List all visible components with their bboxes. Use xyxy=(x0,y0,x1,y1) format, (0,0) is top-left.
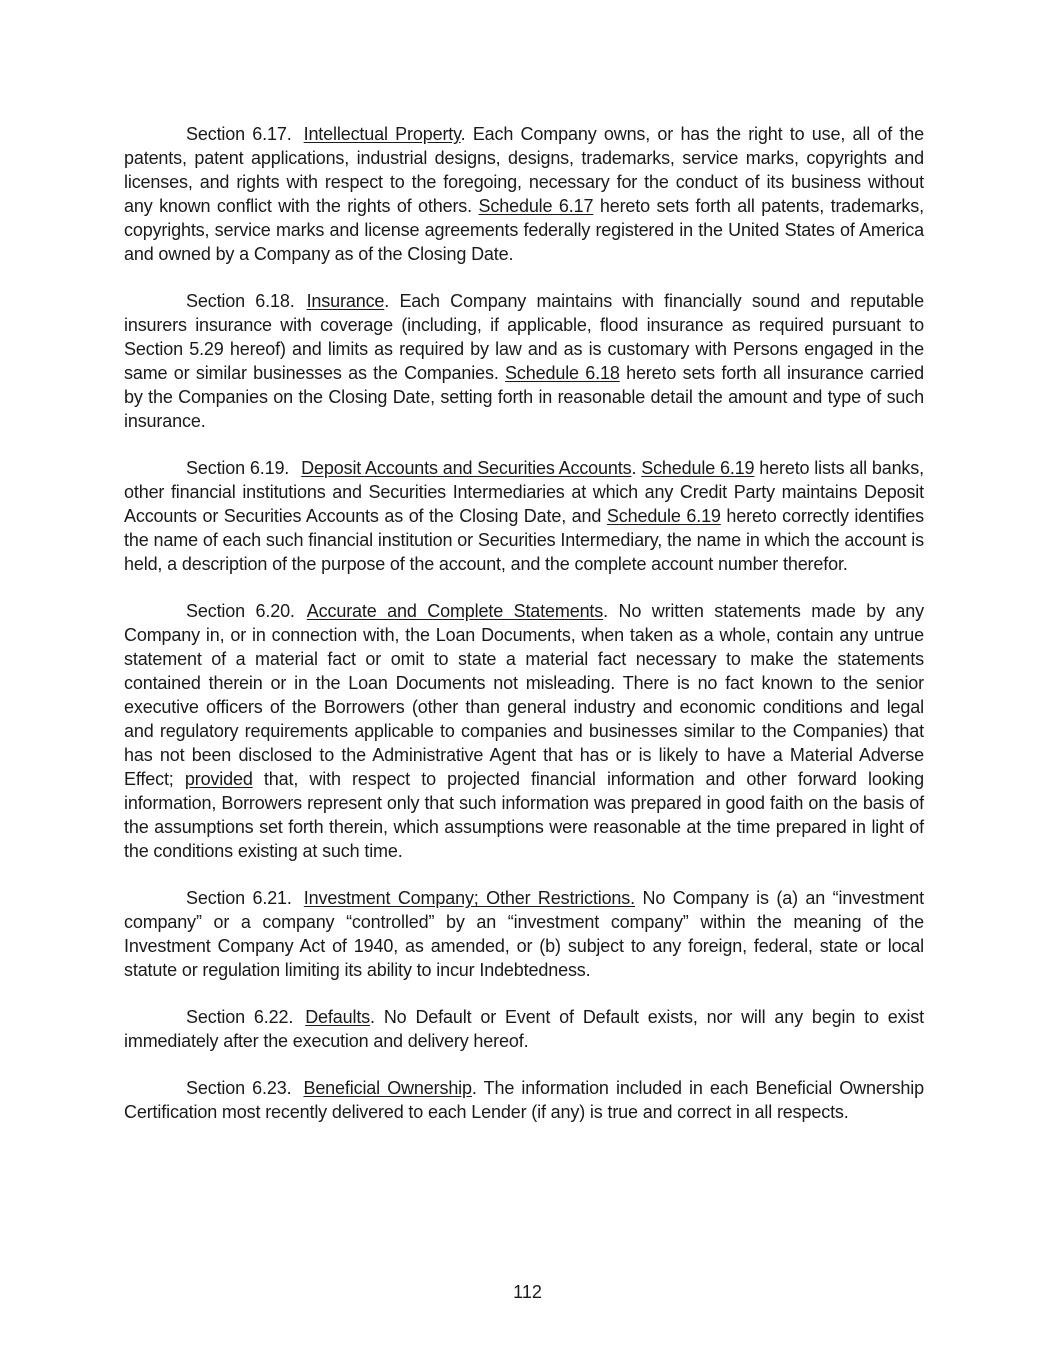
section-6-19 xyxy=(124,456,924,576)
section-text: hereto sets forth all insurance carried by the Companies on the Closing Date, setting forth in reasonable detail the amount and type of such insurance. xyxy=(124,363,924,431)
section-6-22 xyxy=(124,1005,924,1053)
section-title: Defaults xyxy=(305,1007,371,1027)
schedule-reference: Schedule 6.19 xyxy=(641,458,755,478)
schedule-reference: Schedule 6.17 xyxy=(478,196,594,216)
title-punctuation: . xyxy=(370,1007,375,1027)
section-number: Section 6.20. xyxy=(186,601,295,621)
section-title: Investment Company; Other Restrictions. xyxy=(303,888,635,908)
section-number: Section 6.22. xyxy=(186,1007,294,1027)
section-number: Section 6.17. xyxy=(186,124,292,144)
title-punctuation: . xyxy=(631,458,637,478)
title-punctuation: . xyxy=(384,291,390,311)
page-number: 112 xyxy=(513,1282,542,1302)
title-punctuation: . xyxy=(460,124,466,144)
schedule-reference: Schedule 6.19 xyxy=(606,506,721,526)
section-6-18 xyxy=(124,289,924,433)
section-number: Section 6.23. xyxy=(186,1078,292,1098)
section-text: No Company is (a) an “investment company” or a company “controlled” by an “investment company” within the meaning of the Investment Company Act of 1940, as amended, or (b) subject to any foreign, federal, state or local statute or regulation limiting its ability to incur Indebtedness. xyxy=(124,888,925,980)
section-number: Section 6.21. xyxy=(186,888,292,908)
section-text: hereto correctly identifies the name of each such financial institution or Securities Intermediary, the name in which the account is held, a description of the purpose of the account, and the complete account number therefor. xyxy=(124,506,924,574)
section-text: Each Company maintains with financially sound and reputable insurers insurance with coverage (including, if applicable, flood insurance as required pursuant to Section 5.29 hereof) and limits as required by law and as is customary with Persons engaged in the same or similar businesses as the Companies. xyxy=(124,291,925,383)
section-number: Section 6.19. xyxy=(186,458,290,478)
section-text: hereto sets forth all patents, trademarks, copyrights, service marks and license agreements federally registered in the United States of America and owned by a Company as of the Closing Date. xyxy=(124,196,924,264)
section-title: Beneficial Ownership xyxy=(303,1078,472,1098)
section-title: Deposit Accounts and Securities Accounts xyxy=(301,458,632,478)
title-punctuation: . xyxy=(603,601,608,621)
section-title: Intellectual Property xyxy=(303,124,461,144)
schedule-reference: Schedule 6.18 xyxy=(505,363,620,383)
section-text: hereto lists all banks, other financial institutions and Securities Intermediaries at which any Credit Party maintains Deposit Accounts or Securities Accounts as of the Closing Date, and xyxy=(124,458,924,526)
document-page xyxy=(124,122,924,1147)
section-number: Section 6.18. xyxy=(186,291,295,311)
section-text: The information included in each Beneficial Ownership Certification most recently delivered to each Lender (if any) is true and correct in all respects. xyxy=(124,1078,924,1122)
section-title: Insurance xyxy=(306,291,385,311)
section-title: Accurate and Complete Statements xyxy=(306,601,604,621)
title-punctuation: . xyxy=(471,1078,477,1098)
section-text: No written statements made by any Company in, or in connection with, the Loan Documents, when taken as a whole, contain any untrue statement of a material fact or omit to state a material fact necessary to make the statements contained therein or in the Loan Documents not misleading. There is no fact known to the senior executive officers of the Borrowers (other than general industry and economic conditions and legal and regulatory requirements applicable to companies and businesses similar to the Companies) that has not been disclosed to the Administrative Agent that has or is likely to have a Material Adverse Effect; xyxy=(124,601,925,789)
section-6-23 xyxy=(124,1076,924,1124)
section-6-21 xyxy=(124,886,924,982)
section-text: No Default or Event of Default exists, nor will any begin to exist immediately after the execution and delivery hereof. xyxy=(124,1007,924,1051)
section-6-17 xyxy=(124,122,924,266)
section-6-20 xyxy=(124,599,924,863)
provided-term: provided xyxy=(184,769,253,789)
section-text: Each Company owns, or has the right to use, all of the patents, patent applications, industrial designs, designs, trademarks, service marks, copyrights and licenses, and rights with respect to the foregoing, necessary for the conduct of its business without any known conflict with the rights of others. xyxy=(124,124,924,216)
section-text: that, with respect to projected financial information and other forward looking information, Borrowers represent only that such information was prepared in good faith on the basis of the assumptions set forth therein, which assumptions were reasonable at the time prepared in light of the conditions existing at such time. xyxy=(124,769,924,861)
